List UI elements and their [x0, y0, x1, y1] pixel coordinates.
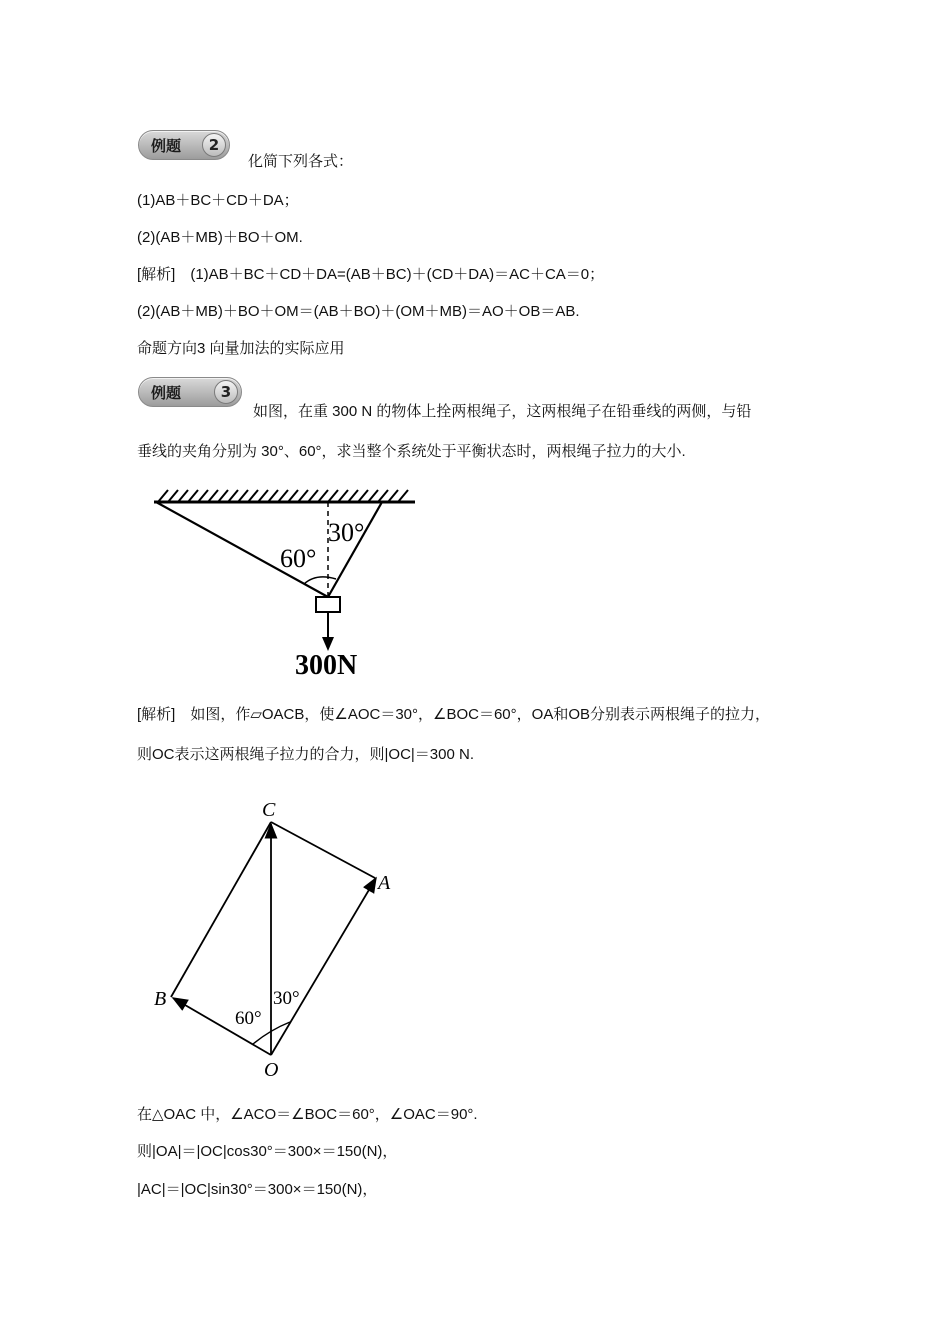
label-C: C	[262, 799, 276, 821]
badge-number: 3	[214, 380, 238, 404]
weight-box	[316, 597, 340, 612]
example-2-badge	[138, 130, 230, 160]
parallelogram-figure	[140, 790, 440, 1090]
example-2-question-2: (2)(AB＋MB)＋BO＋OM.	[137, 229, 303, 246]
angle-label-30: 30°	[328, 518, 365, 547]
triangle-line-3: |AC|＝|OC|sin30°＝300×＝150(N)，	[137, 1181, 378, 1198]
example-3-prompt-1: 如图，在重 300 N 的物体上拴两根绳子，这两根绳子在铅垂线的两侧，与铅	[253, 403, 752, 420]
badge-number: 2	[202, 133, 226, 157]
ceiling-hatching	[154, 490, 415, 502]
segment-CA	[271, 822, 375, 878]
triangle-line-1: 在△OAC 中，∠ACO＝∠BOC＝60°，∠OAC＝90°.	[137, 1106, 478, 1123]
label-O: O	[264, 1059, 279, 1081]
example-2-analysis-2: (2)(AB＋MB)＋BO＋OM＝(AB＋BO)＋(OM＋MB)＝AO＋OB＝AB.	[137, 303, 580, 320]
section-heading: 命题方向3 向量加法的实际应用	[137, 340, 345, 357]
example-3-badge	[138, 377, 242, 407]
segment-CB	[171, 822, 271, 997]
right-rope	[328, 502, 382, 597]
badge-label: 例题	[151, 383, 182, 402]
solution-line-1: [解析] 如图，作▱OACB，使∠AOC＝30°，∠BOC＝60°，OA和OB分别表示两根绳子的拉力，	[137, 706, 770, 723]
label-B: B	[154, 988, 167, 1010]
label-A: A	[378, 872, 391, 894]
weight-label: 300N	[295, 650, 358, 681]
angle-label-60: 60°	[280, 544, 317, 573]
example-2-question-1: (1)AB＋BC＋CD＋DA；	[137, 192, 299, 209]
solution-line-2: 则OC表示这两根绳子拉力的合力，则|OC|＝300 N.	[137, 746, 474, 763]
example-2-analysis-1: [解析] (1)AB＋BC＋CD＋DA=(AB＋BC)＋(CD＋DA)＝AC＋CA＝0；	[137, 266, 605, 283]
angle-arc	[304, 577, 336, 584]
hanging-weight-figure	[140, 485, 440, 685]
example-2-prompt: 化简下列各式：	[248, 153, 354, 170]
example-3-prompt-2: 垂线的夹角分别为 30°、60°，求当整个系统处于平衡状态时，两根绳子拉力的大小.	[137, 443, 686, 460]
triangle-line-2: 则|OA|＝|OC|cos30°＝300×＝150(N)，	[137, 1143, 398, 1160]
vector-OA	[271, 878, 376, 1055]
badge-label: 例题	[151, 136, 182, 155]
angle-label-60: 60°	[235, 1008, 262, 1029]
arrow-head	[322, 637, 334, 651]
angle-label-30: 30°	[273, 988, 300, 1009]
